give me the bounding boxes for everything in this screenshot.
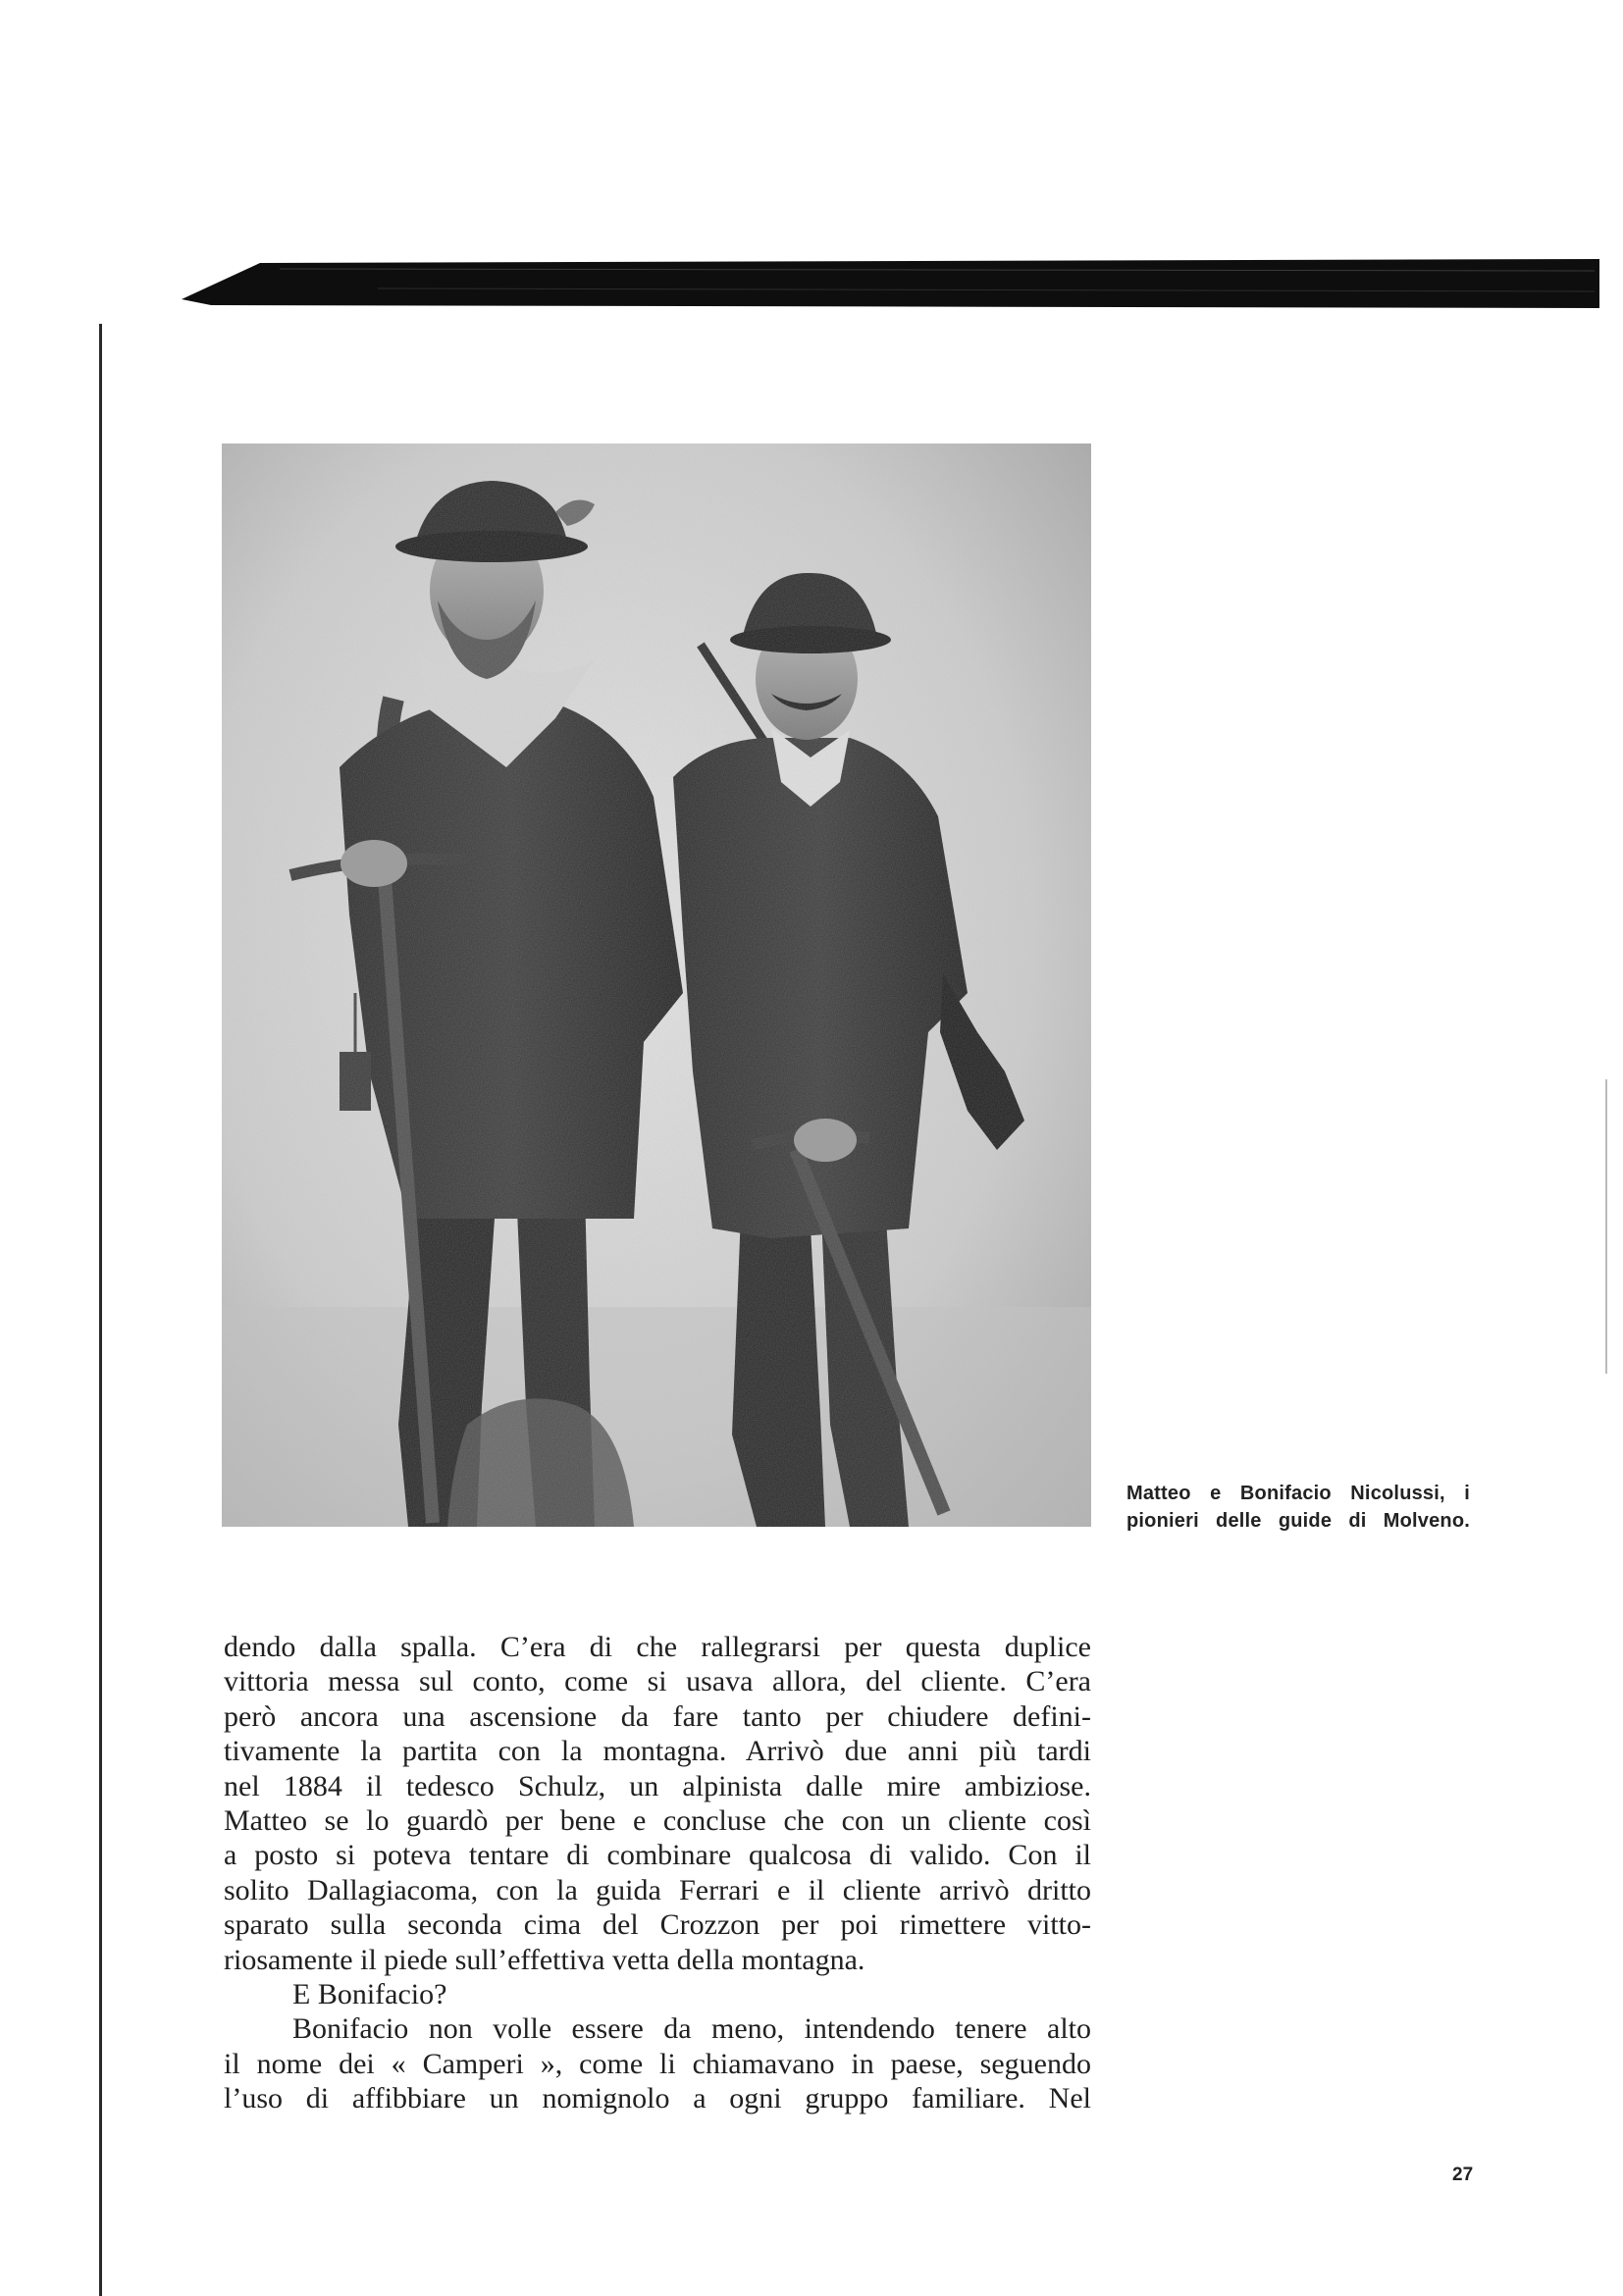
body-line: il nome dei « Camperi », come li chiamavano in paese, seguendo xyxy=(224,2047,1091,2080)
body-line: Matteo se lo guardò per bene e concluse che con un cliente così xyxy=(224,1804,1091,1838)
page-number: 27 xyxy=(1452,2165,1474,2185)
body-line: solito Dallagiacoma, con la guida Ferrari e il cliente arrivò dritto xyxy=(224,1873,1091,1906)
body-line: vittoria messa sul conto, come si usava allora, del cliente. C’era xyxy=(224,1665,1091,1698)
caption-line: pionieri delle guide di Molveno. xyxy=(1126,1510,1470,1532)
body-paragraphs xyxy=(224,1630,1091,2116)
body-line: nel 1884 il tedesco Schulz, un alpinista dalle mire ambiziose. xyxy=(224,1769,1091,1802)
top-black-band xyxy=(182,259,1599,308)
caption-line: Matteo e Bonifacio Nicolussi, i xyxy=(1126,1483,1470,1504)
photo-caption xyxy=(1126,1480,1470,1535)
body-line: dendo dalla spalla. C’era di che rallegrarsi per questa duplice xyxy=(224,1631,1091,1663)
scan-margin-mark xyxy=(1605,1079,1607,1374)
body-line: riosamente il piede sull’effettiva vetta della montagna. xyxy=(224,1943,865,1976)
page-edge-rule xyxy=(99,324,102,2296)
body-line: a posto si poteva tentare di combinare qualcosa di valido. Con il xyxy=(224,1839,1091,1872)
body-line: tivamente la partita con la montagna. Arrivò due anni più tardi xyxy=(224,1735,1091,1768)
body-line: Bonifacio non volle essere da meno, intendendo tenere alto xyxy=(292,2012,1091,2046)
body-line: l’uso di affibbiare un nomignolo a ogni gruppo familiare. Nel xyxy=(224,2082,1091,2115)
body-line: E Bonifacio? xyxy=(292,1978,447,2011)
body-line: però ancora una ascensione da fare tanto per chiudere defini- xyxy=(224,1699,1091,1733)
photo-two-mountain-guides xyxy=(222,444,1091,1527)
body-line: sparato sulla seconda cima del Crozzon per poi rimettere vitto- xyxy=(224,1908,1091,1942)
